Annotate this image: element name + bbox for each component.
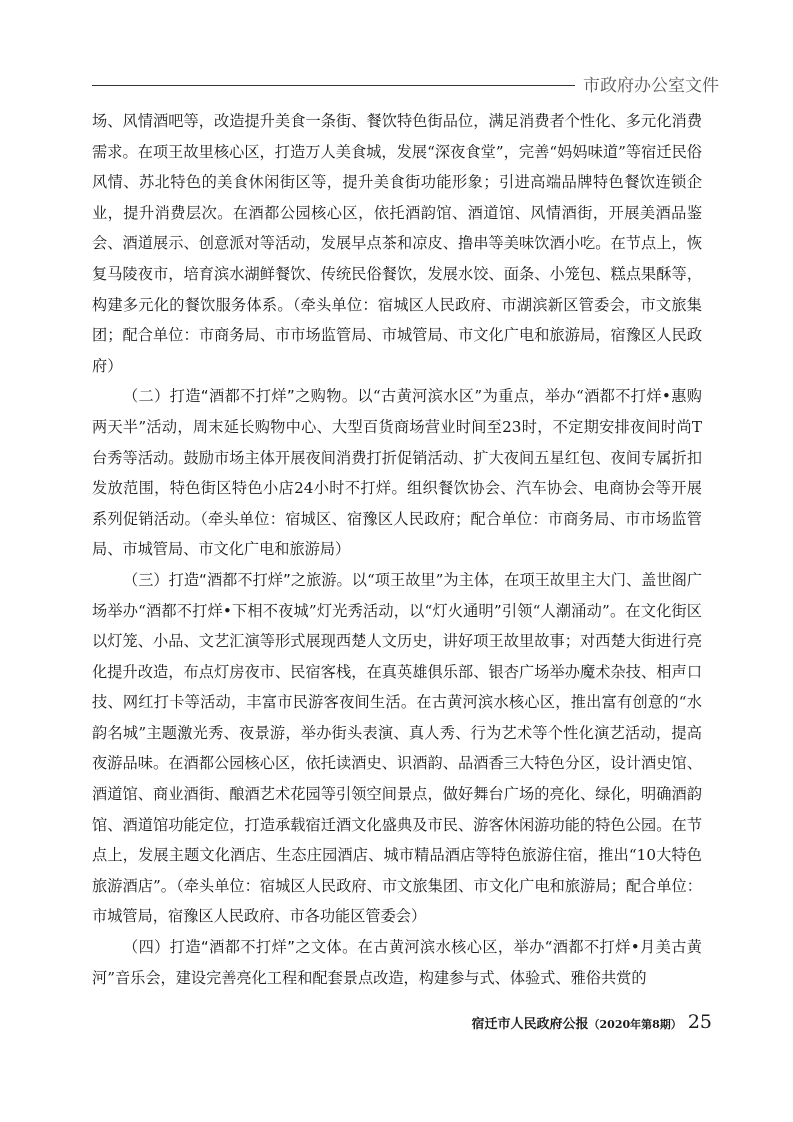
paragraph-4 (92, 932, 702, 993)
paragraph-2-text: 以“古黄河滨水区”为重点，举办“酒都不打烊•惠购两天半”活动，周末延长购物中心、大型百货商场营业时间至23时，不定期安排夜间时尚T台秀等活动。鼓励市场主体开展夜间消费打折促销活动、扩大夜间五星红包、夜间专属折扣发放范围，特色街区特色小店24小时不打烊。组织餐饮协会、汽车协会、电商协会等开展系列促销活动。（牵头单位：宿城区、宿豫区人民政府；配合单位：市商务局、市市场监管局、市城管局、市文化广电和旅游局） (92, 387, 702, 559)
paragraph-4-text: 在古黄河滨水核心区，举办“酒都不打烊•月美古黄河”音乐会，建设完善亮化工程和配套景点改造，构建参与式、体验式、雅俗共赏的 (92, 938, 702, 987)
paragraph-3 (92, 565, 702, 932)
paragraph-1 (92, 106, 702, 381)
journal-name: 宿迁市人民政府公报 (471, 1017, 589, 1032)
header-rule (92, 85, 575, 86)
journal-issue: （2020年第8期） (588, 1018, 682, 1031)
paragraph-2 (92, 381, 702, 565)
section-heading-3: （三）打造“酒都不打烊”之旅游。 (123, 570, 352, 589)
paragraph-3-text: 以“项王故里”为主体，在项王故里主大门、盖世阁广场举办“酒都不打烊•下相不夜城”灯光秀活动，以“灯火通明”引领“人潮涌动”。在文化街区以灯笼、小品、文艺汇演等形式展现西楚人文历史，讲好项王故里故事；对西楚大街进行亮化提升改造，布点灯房夜市、民宿客栈，在真英雄俱乐部、银杏广场举办魔术杂技、相声口技、网红打卡等活动，丰富市民游客夜间生活。在古黄河滨水核心区，推出富有创意的“水韵名城”主题激光秀、夜景游，举办街头表演、真人秀、行为艺术等个性化演艺活动，提高夜游品味。在酒都公园核心区，依托读酒史、识酒韵、品酒香三大特色分区，设计酒史馆、酒道馆、商业酒街、酿酒艺术花园等引领空间景点，做好舞台广场的亮化、绿化，明确酒韵馆、酒道馆功能定位，打造承载宿迁酒文化盛典及市民、游客休闲游功能的特色公园。在节点上，发展主题文化酒店、生态庄园酒店、城市精品酒店等特色旅游住宿，推出“10大特色旅游酒店”。（牵头单位：宿城区人民政府、市文旅集团、市文化广电和旅游局；配合单位：市城管局，宿豫区人民政府、市各功能区管委会） (92, 570, 702, 926)
body-text (92, 106, 702, 993)
section-heading-2: （二）打造“酒都不打烊”之购物。 (123, 387, 358, 406)
section-heading-4: （四）打造“酒都不打烊”之文体。 (123, 938, 358, 957)
header-title: 市政府办公室文件 (583, 76, 719, 96)
paragraph-1-text: 场、风情酒吧等，改造提升美食一条街、餐饮特色街品位，满足消费者个性化、多元化消费需求。在项王故里核心区，打造万人美食城，发展“深夜食堂”，完善“妈妈味道”等宿迁民俗风情、苏北特色的美食休闲街区等，提升美食街功能形象；引进高端品牌特色餐饮连锁企业，提升消费层次。在酒都公园核心区，依托酒韵馆、酒道馆、风情酒街，开展美酒品鉴会、酒道展示、创意派对等活动，发展早点茶和凉皮、撸串等美味饮酒小吃。在节点上，恢复马陵夜市，培育滨水湖鲜餐饮、传统民俗餐饮，发展水饺、面条、小笼包、糕点果酥等，构建多元化的餐饮服务体系。（牵头单位：宿城区人民政府、市湖滨新区管委会，市文旅集团；配合单位：市商务局、市市场监管局、市城管局、市文化广电和旅游局，宿豫区人民政府） (92, 112, 702, 375)
page-footer (472, 1011, 712, 1033)
page-number: 25 (687, 1011, 712, 1033)
